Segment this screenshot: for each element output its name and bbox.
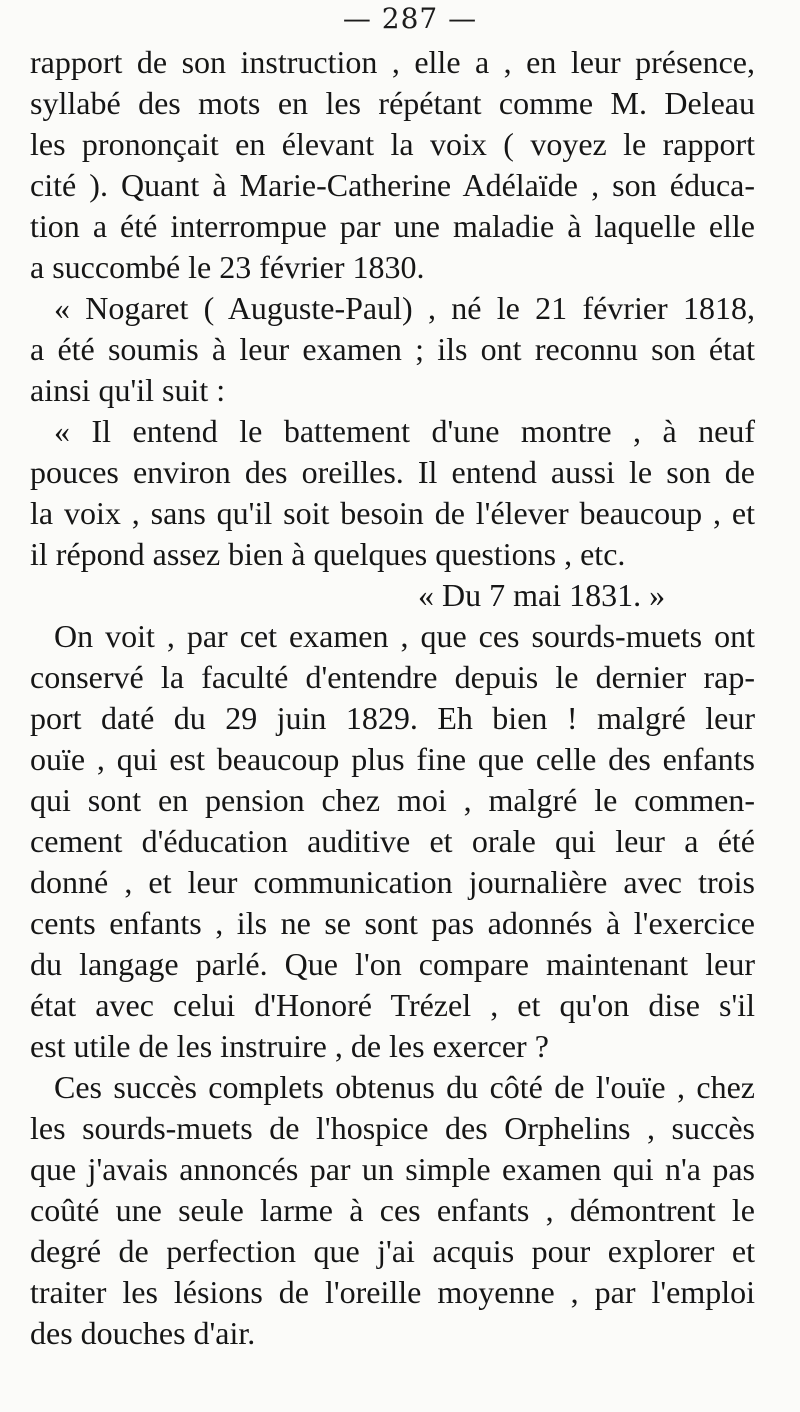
text-line: degré de perfection que j'ai acquis pour explorer et (30, 1233, 755, 1269)
text-line: ainsi qu'il suit : (30, 372, 226, 408)
text-line: cents enfants , ils ne se sont pas adonnés à l'exercice (30, 905, 755, 941)
text-line: « Du 7 mai 1831. » (418, 577, 666, 613)
text-line: il répond assez bien à quelques questions , etc. (30, 536, 626, 572)
text-line: état avec celui d'Honoré Trézel , et qu'on dise s'il (30, 987, 755, 1023)
text-line: les prononçait en élevant la voix ( voyez le rapport (30, 126, 755, 162)
text-line: donné , et leur communication journalière avec trois (30, 864, 755, 900)
text-line: On voit , par cet examen , que ces sourds-muets ont (54, 618, 755, 654)
text-line: cité ). Quant à Marie-Catherine Adélaïde , son éduca- (30, 167, 755, 203)
body-text (30, 42, 755, 1354)
text-line: rapport de son instruction , elle a , en leur présence, (30, 44, 755, 80)
text-line: a été soumis à leur examen ; ils ont reconnu son état (30, 331, 755, 367)
text-line: est utile de les instruire , de les exercer ? (30, 1028, 549, 1064)
text-line: du langage parlé. Que l'on compare maintenant leur (30, 946, 755, 982)
text-line: Ces succès complets obtenus du côté de l'ouïe , chez (54, 1069, 755, 1105)
text-line: qui sont en pension chez moi , malgré le commen- (30, 782, 755, 818)
text-line: « Il entend le battement d'une montre , à neuf (54, 413, 755, 449)
text-line: des douches d'air. (30, 1315, 256, 1351)
text-line: pouces environ des oreilles. Il entend aussi le son de (30, 454, 755, 490)
text-line: coûté une seule larme à ces enfants , démontrent le (30, 1192, 755, 1228)
text-line: port daté du 29 juin 1829. Eh bien ! malgré leur (30, 700, 755, 736)
text-line: tion a été interrompue par une maladie à laquelle elle (30, 208, 755, 244)
text-line: a succombé le 23 février 1830. (30, 249, 425, 285)
text-line: ouïe , qui est beaucoup plus fine que celle des enfants (30, 741, 755, 777)
page-number: — 287 — (342, 2, 478, 35)
text-line: « Nogaret ( Auguste-Paul) , né le 21 février 1818, (54, 290, 755, 326)
text-line: conservé la faculté d'entendre depuis le dernier rap- (30, 659, 755, 695)
text-line: traiter les lésions de l'oreille moyenne , par l'emploi (30, 1274, 755, 1310)
text-line: les sourds-muets de l'hospice des Orphelins , succès (30, 1110, 755, 1146)
text-line: la voix , sans qu'il soit besoin de l'élever beaucoup , et (30, 495, 755, 531)
text-line: syllabé des mots en les répétant comme M. Deleau (30, 85, 755, 121)
text-line: que j'avais annoncés par un simple examen qui n'a pas (30, 1151, 755, 1187)
text-line: cement d'éducation auditive et orale qui leur a été (30, 823, 755, 859)
